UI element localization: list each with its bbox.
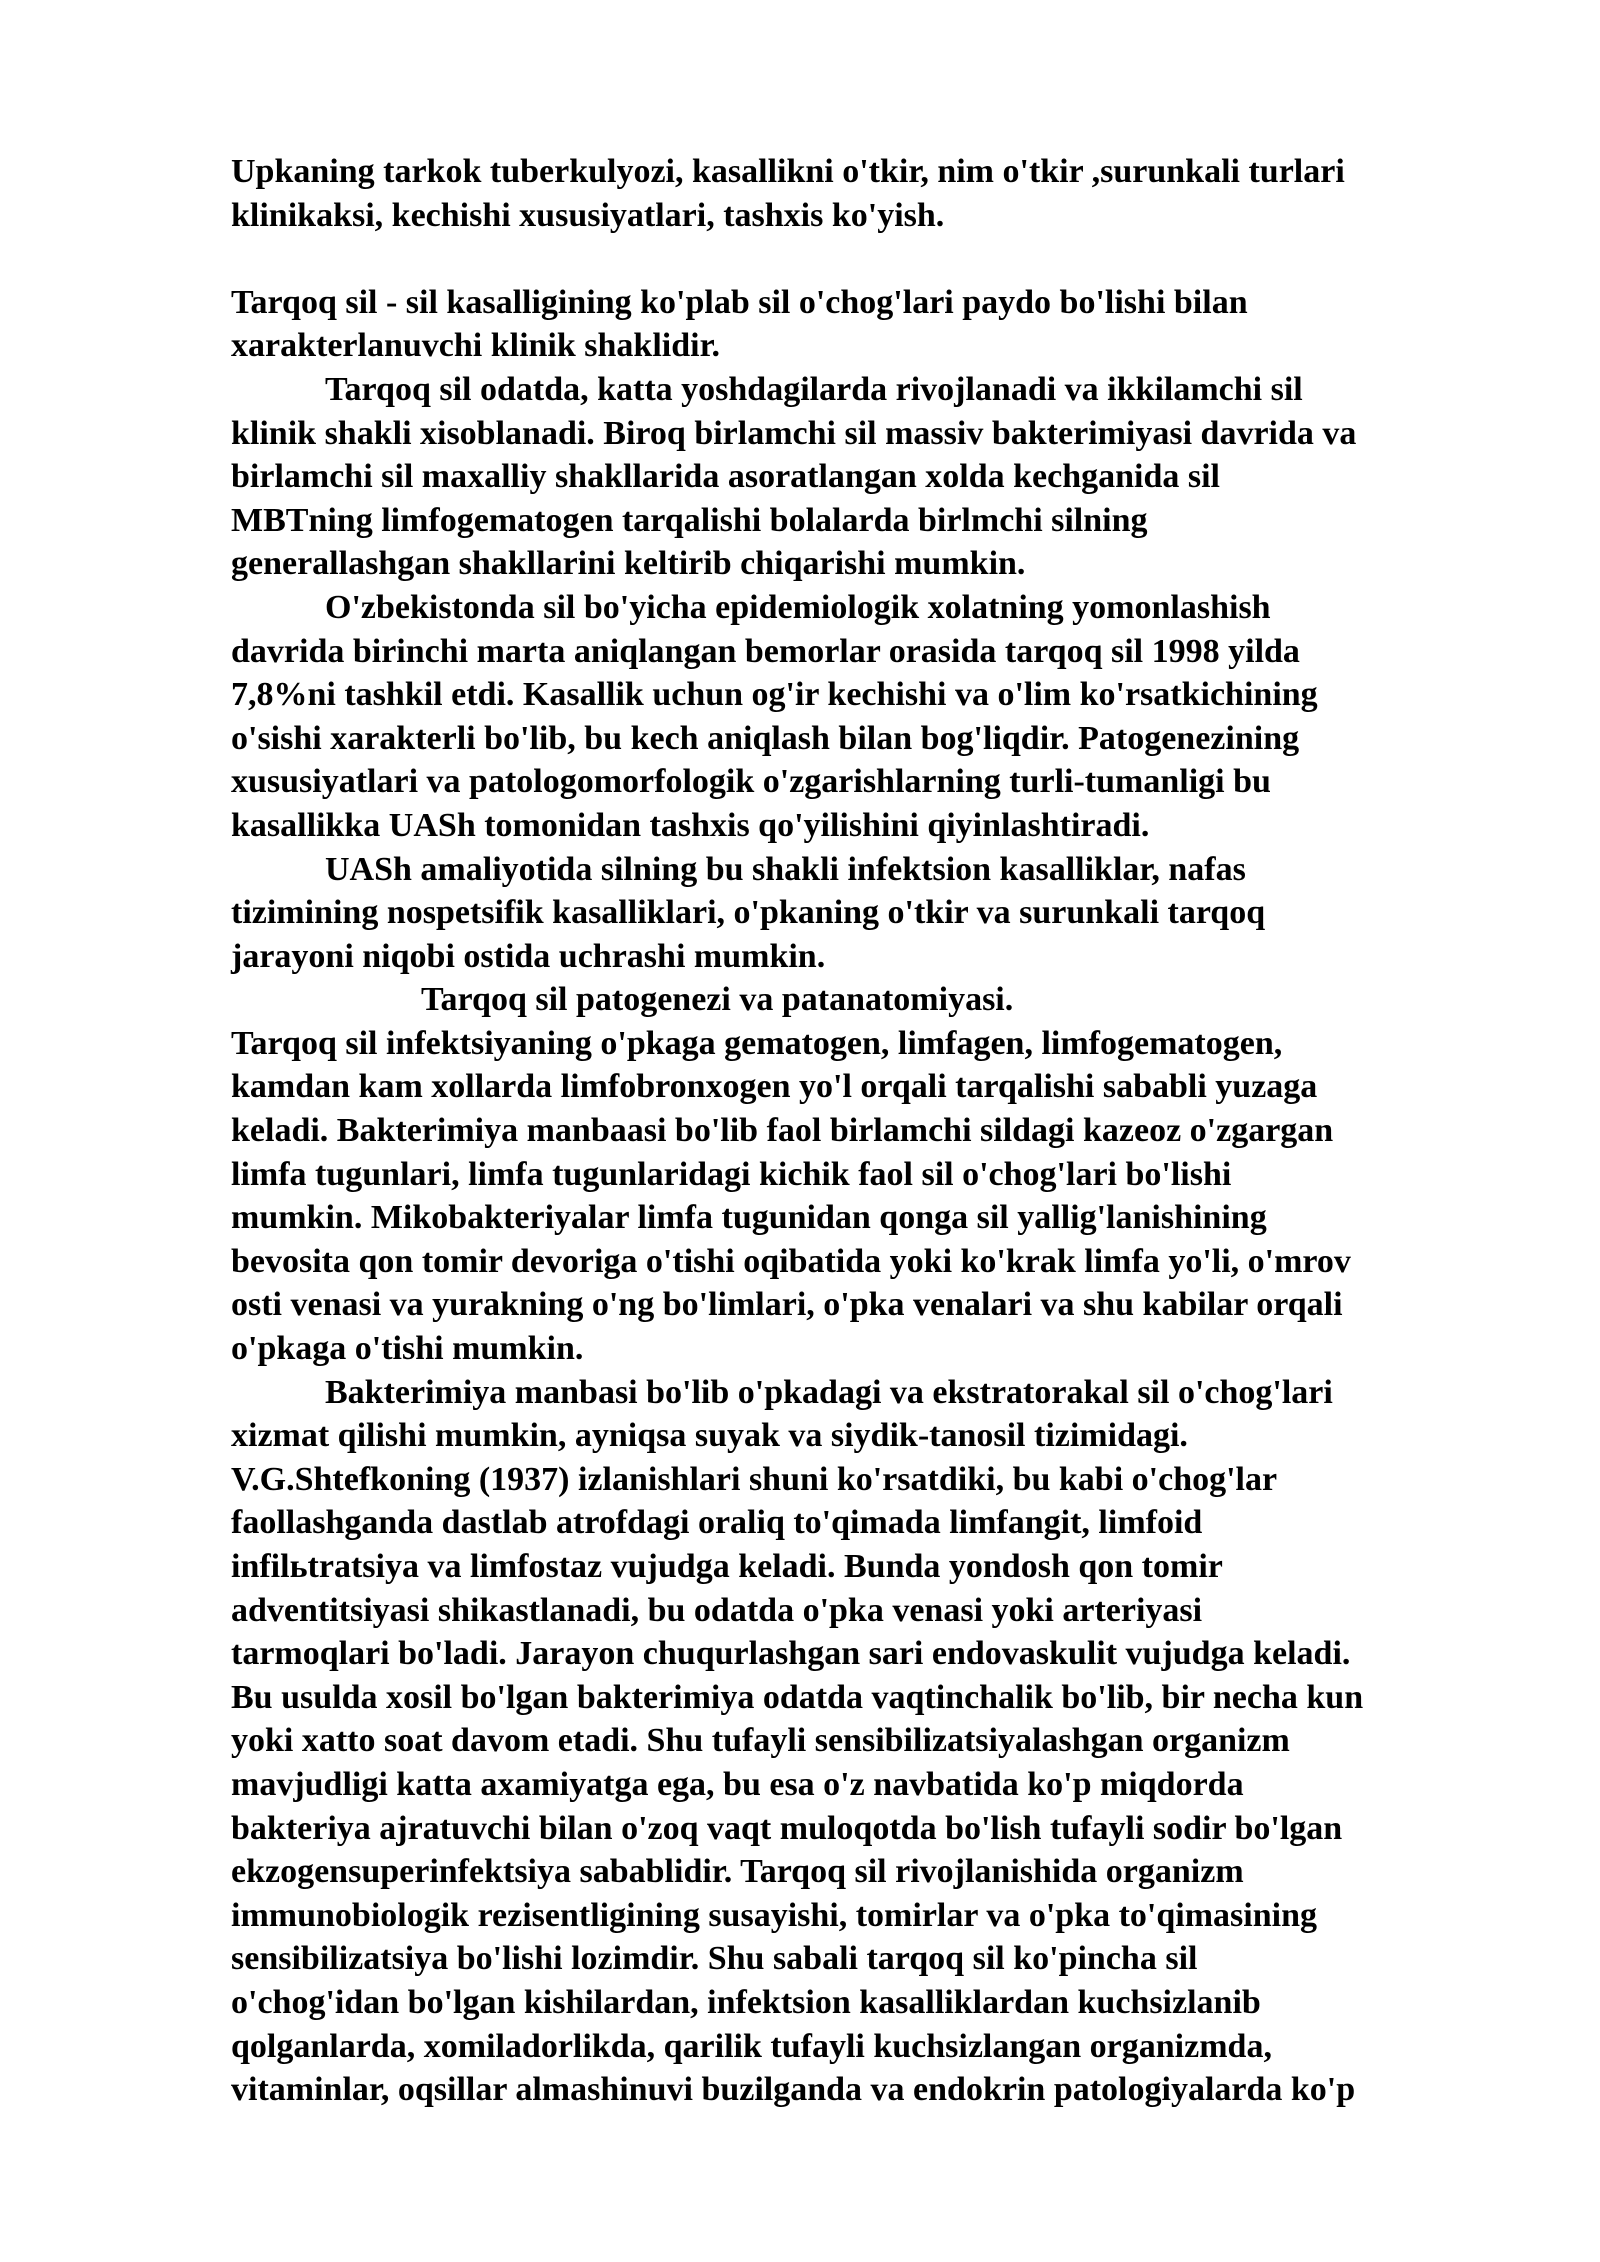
text-line: infilьtratsiya va limfostaz vujudga keladi. Bunda yondosh qon tomir bbox=[231, 1548, 1223, 1585]
text-line: xususiyatlari va patologomorfologik o'zgarishlarning turli-tumanligi bu bbox=[231, 763, 1271, 801]
blank-line bbox=[231, 237, 1531, 281]
text-line: keladi. Bakterimiya manbaasi bo'lib faol birlamchi sildagi kazeoz o'zgargan bbox=[231, 1112, 1334, 1150]
text-line: yoki xatto soat davom etadi. Shu tufayli sensibilizatsiyalashgan organizm bbox=[231, 1722, 1290, 1760]
document-body bbox=[231, 150, 1531, 2112]
text-line: qolganlarda, xomiladorlikda, qarilik tufayli kuchsizlangan organizmda, bbox=[231, 2027, 1272, 2065]
text-line: davrida birinchi marta aniqlangan bemorlar orasida tarqoq sil 1998 yilda bbox=[231, 632, 1300, 670]
text-line: Tarqoq sil infektsiyaning o'pkaga gematogen, limfagen, limfogematogen, bbox=[231, 1024, 1283, 1062]
text-line: adventitsiyasi shikastlanadi, bu odatda o'pka venasi yoki arteriyasi bbox=[231, 1591, 1203, 1629]
text-line: osti venasi va yurakning o'ng bo'limlari, o'pka venalari va shu kabilar orqali bbox=[231, 1286, 1343, 1324]
text-line: tizimining nospetsifik kasalliklari, o'pkaning o'tkir va surunkali tarqoq bbox=[231, 894, 1266, 932]
text-line: ekzogensuperinfektsiya sabablidir. Tarqoq sil rivojlanishida organizm bbox=[231, 1853, 1244, 1891]
text-line: xizmat qilishi mumkin, ayniqsa suyak va siydik-tanosil tizimidagi. bbox=[231, 1417, 1188, 1455]
text-line: o'sishi xarakterli bo'lib, bu kech aniqlash bilan bog'liqdir. Patogenezining bbox=[231, 719, 1300, 757]
paragraph-start-line: Bakterimiya manbasi bo'lib o'pkadagi va ekstratorakal sil o'chog'lari bbox=[325, 1373, 1333, 1411]
text-line: o'chog'idan bo'lgan kishilardan, infektsion kasalliklardan kuchsizlanib bbox=[231, 1983, 1261, 2021]
title-line: Upkaning tarkok tuberkulyozi, kasallikni o'tkir, nim o'tkir ,surunkali turlari bbox=[231, 153, 1345, 190]
text-line: generallashgan shakllarini keltirib chiqarishi mumkin. bbox=[231, 545, 1026, 583]
text-line: limfa tugunlari, limfa tugunlaridagi kichik faol sil o'chog'lari bo'lishi bbox=[231, 1155, 1232, 1193]
paragraph-start-line: UASh amaliyotida silning bu shakli infektsion kasalliklar, nafas bbox=[325, 850, 1246, 888]
text-line: kasallikka UASh tomonidan tashxis qo'yilishini qiyinlashtiradi. bbox=[231, 806, 1150, 844]
text-line: bevosita qon tomir devoriga o'tishi oqibatida yoki ko'krak limfa yo'li, o'mrov bbox=[231, 1242, 1351, 1280]
text-line: sensibilizatsiya bo'lishi lozimdir. Shu sabali tarqoq sil ko'pincha sil bbox=[231, 1940, 1198, 1978]
text-line: birlamchi sil maxalliy shakllarida asoratlangan xolda kechganida sil bbox=[231, 458, 1220, 496]
text-line: jarayoni niqobi ostida uchrashi mumkin. bbox=[231, 937, 826, 975]
text-line: klinik shakli xisoblanadi. Biroq birlamchi sil massiv bakterimiyasi davrida va bbox=[231, 414, 1357, 452]
text-line: Bu usulda xosil bo'lgan bakterimiya odatda vaqtinchalik bo'lib, bir necha kun bbox=[231, 1678, 1364, 1716]
text-line: Tarqoq sil - sil kasalligining ko'plab sil o'chog'lari paydo bo'lishi bilan bbox=[231, 283, 1248, 321]
text-line: mavjudligi katta axamiyatga ega, bu esa o'z navbatida ko'p miqdorda bbox=[231, 1765, 1244, 1803]
text-line: xarakterlanuvchi klinik shaklidir. bbox=[231, 327, 721, 365]
title-line: klinikaksi, kechishi xususiyatlari, tashxis ko'yish. bbox=[231, 196, 945, 234]
text-line: bakteriya ajratuvchi bilan o'zoq vaqt muloqotda bo'lish tufayli sodir bo'lgan bbox=[231, 1809, 1343, 1847]
section-heading: Tarqoq sil patogenezi va patanatomiyasi. bbox=[421, 981, 1014, 1019]
paragraph-start-line: Tarqoq sil odatda, katta yoshdagilarda rivojlanadi va ikkilamchi sil bbox=[325, 370, 1303, 408]
text-line: o'pkaga o'tishi mumkin. bbox=[231, 1330, 584, 1368]
text-line: tarmoqlari bo'ladi. Jarayon chuqurlashgan sari endovaskulit vujudga keladi. bbox=[231, 1635, 1351, 1673]
text-line: V.G.Shtefkoning (1937) izlanishlari shuni ko'rsatdiki, bu kabi o'chog'lar bbox=[231, 1460, 1278, 1498]
paragraph-start-line: O'zbekistonda sil bo'yicha epidemiologik xolatning yomonlashish bbox=[325, 588, 1271, 626]
text-line: kamdan kam xollarda limfobronxogen yo'l orqali tarqalishi sababli yuzaga bbox=[231, 1068, 1318, 1106]
text-line: vitaminlar, oqsillar almashinuvi buzilganda va endokrin patologiyalarda ko'p bbox=[231, 2071, 1356, 2109]
text-line: immunobiologik rezisentligining susayishi, tomirlar va o'pka to'qimasining bbox=[231, 1896, 1317, 1934]
text-line: 7,8%ni tashkil etdi. Kasallik uchun og'ir kechishi va o'lim ko'rsatkichining bbox=[231, 676, 1318, 714]
text-line: mumkin. Mikobakteriyalar limfa tugunidan qonga sil yallig'lanishining bbox=[231, 1199, 1267, 1237]
text-line: faollashganda dastlab atrofdagi oraliq to'qimada limfangit, limfoid bbox=[231, 1504, 1203, 1542]
text-line: MBTning limfogematogen tarqalishi bolalarda birlmchi silning bbox=[231, 501, 1148, 539]
